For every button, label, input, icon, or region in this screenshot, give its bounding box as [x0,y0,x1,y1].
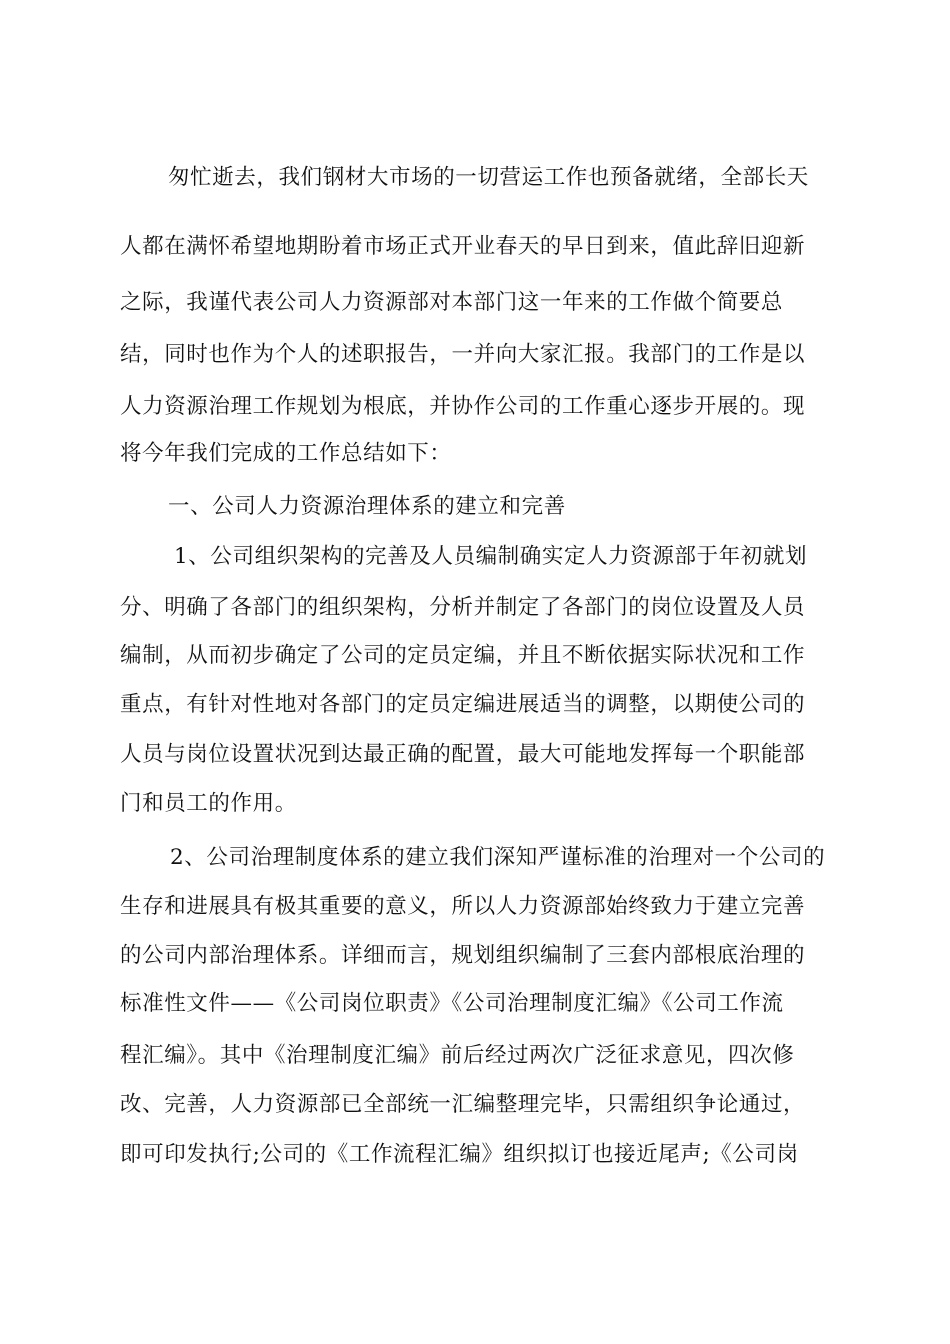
paragraph-3-line-1: 2、公司治理制度体系的建立我们深知严谨标准的治理对一个公司的 [170,845,826,870]
paragraph-1-line-1: 匆忙逝去，我们钢材大市场的一切营运工作也预备就绪，全部长天 [168,165,809,190]
paragraph-1-line-5: 人力资源治理工作规划为根底，并协作公司的工作重心逐步开展的。现 [120,394,806,419]
section-heading-1: 一、公司人力资源治理体系的建立和完善 [168,494,566,519]
paragraph-3-line-2: 生存和进展具有极其重要的意义，所以人力资源部始终致力于建立完善 [120,894,806,919]
paragraph-2-line-3: 编制，从而初步确定了公司的定员定编，并且不断依据实际状况和工作 [120,643,806,668]
paragraph-1-line-4: 结，同时也作为个人的述职报告，一并向大家汇报。我部门的工作是以 [120,342,806,367]
paragraph-1-line-6: 将今年我们完成的工作总结如下： [120,441,452,466]
paragraph-3-line-7: 即可印发执行;公司的《工作流程汇编》组织拟订也接近尾声;《公司岗 [120,1142,799,1167]
paragraph-2-line-4: 重点，有针对性地对各部门的定员定编进展适当的调整，以期使公司的 [120,692,806,717]
paragraph-2-line-6: 门和员工的作用。 [120,791,297,816]
paragraph-2-line-2: 分、明确了各部门的组织架构，分析并制定了各部门的岗位设置及人员 [120,595,806,620]
paragraph-1-line-3: 之际，我谨代表公司人力资源部对本部门这一年来的工作做个简要总 [120,290,784,315]
paragraph-3-line-3: 的公司内部治理体系。详细而言，规划组织编制了三套内部根底治理的 [120,943,806,968]
paragraph-2-line-5: 人员与岗位设置状况到达最正确的配置，最大可能地发挥每一个职能部 [120,742,806,767]
paragraph-3-line-6: 改、完善，人力资源部已全部统一汇编整理完毕，只需组织争论通过， [120,1092,806,1117]
paragraph-3-line-4: 标准性文件——《公司岗位职责》《公司治理制度汇编》《公司工作流 [120,991,784,1016]
paragraph-3-line-5: 程汇编》。其中《治理制度汇编》前后经过两次广泛征求意见，四次修 [120,1043,795,1068]
paragraph-2-line-1: 1、公司组织架构的完善及人员编制确实定人力资源部于年初就划 [174,544,808,569]
paragraph-1-line-2: 人都在满怀希望地期盼着市场正式开业春天的早日到来，值此辞旧迎新 [120,234,806,259]
